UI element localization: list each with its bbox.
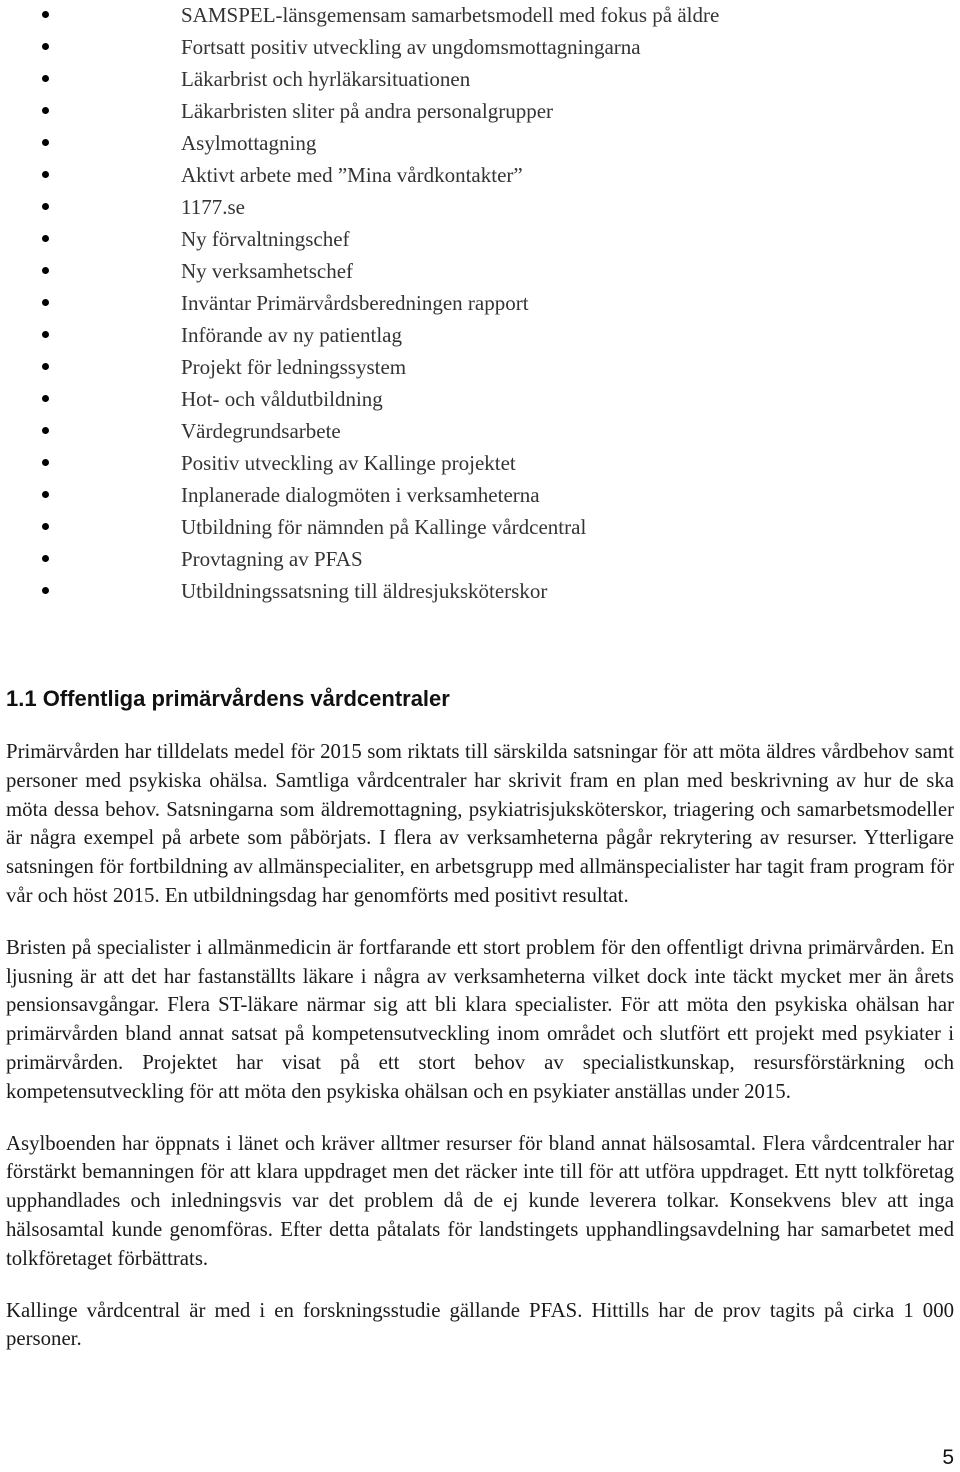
- list-item-text: Inplanerade dialogmöten i verksamheterna: [181, 483, 540, 507]
- paragraph: Asylboenden har öppnats i länet och kräver alltmer resurser för bland annat hälsosamtal. Flera vårdcentraler har förstärkt bemanningen för att klara uppdraget men det räcker inte till för att utföra uppdraget. Ett nytt tolkföretag upphandlades och inledningsvis var det problem då de ej kunde leverera tolkar. Konsekvens blev att inga hälsosamtal kunde genomföras. Efter detta påtalats för landstingets upphandlingsavdelning har samarbetet med tolkföretaget förbättrats.: [6, 1131, 954, 1270]
- list-item-text: 1177.se: [181, 195, 245, 219]
- list-item: [0, 256, 960, 288]
- list-item: [0, 512, 960, 544]
- list-item-text: Hot- och våldutbildning: [181, 387, 383, 411]
- list-item: [0, 128, 960, 160]
- bullet-icon: [42, 75, 49, 82]
- list-item: [0, 576, 960, 608]
- paragraph: Bristen på specialister i allmänmedicin är fortfarande ett stort problem för den offentligt drivna primärvården. En ljusning är att det har fastanställts läkare i några av verksamheterna vilket dock inte täckt mycket mer än årets pensionsavgångar. Flera ST-läkare närmar sig att bli klara specialister. För att möta den psykiska ohälsan har primärvården bland annat satsat på kompetensutveckling inom området och slutfört ett projekt med psykiater i primärvården. Projektet har visat på ett stort behov av specialistkunskap, resursförstärkning och kompetensutveckling för att möta den psykiska ohälsan och en psykiater anställas under 2015.: [6, 935, 954, 1103]
- bullet-icon: [42, 235, 49, 242]
- bullet-icon: [42, 11, 49, 18]
- bullet-icon: [42, 267, 49, 274]
- list-item: [0, 160, 960, 192]
- section-heading: 1.1 Offentliga primärvårdens vårdcentraler: [6, 686, 450, 711]
- paragraph: Primärvården har tilldelats medel för 2015 som riktats till särskilda satsningar för att möta äldres vårdbehov samt personer med psykiska ohälsa. Samtliga vårdcentraler har skrivit fram en plan med beskrivning av hur de ska möta dessa behov. Satsningarna som äldremottagning, psykiatrisjuksköterskor, triagering och samarbetsmodeller är några exempel på arbete som påbörjats. I flera av verksamheterna pågår rekrytering av resurser. Ytterligare satsningen för fortbildning av allmänspecialiter, en arbetsgrupp med allmänspecialister har tagit fram program för vår och höst 2015. En utbildningsdag har genomförts med positivt resultat.: [6, 740, 954, 907]
- list-item-text: Ny verksamhetschef: [181, 259, 354, 283]
- list-item: [0, 288, 960, 320]
- page-number: 5: [942, 1446, 954, 1469]
- list-item-text: Asylmottagning: [181, 131, 317, 155]
- list-item: [0, 448, 960, 480]
- list-item-text: Införande av ny patientlag: [181, 323, 402, 347]
- list-item: [0, 384, 960, 416]
- bullet-icon: [42, 555, 49, 562]
- bullet-icon: [42, 491, 49, 498]
- list-item: [0, 320, 960, 352]
- paragraph: Kallinge vårdcentral är med i en forskningsstudie gällande PFAS. Hittills har de prov tagits på cirka 1 000 personer.: [6, 1298, 954, 1351]
- list-item: [0, 64, 960, 96]
- list-item: [0, 192, 960, 224]
- list-item: [0, 0, 960, 32]
- list-item-text: Provtagning av PFAS: [181, 547, 363, 571]
- bullet-icon: [42, 523, 49, 530]
- bullet-icon: [42, 587, 49, 594]
- bullet-icon: [42, 203, 49, 210]
- bullet-icon: [42, 299, 49, 306]
- list-item: [0, 544, 960, 576]
- bullet-list: [0, 0, 960, 608]
- list-item-text: Läkarbrist och hyrläkarsituationen: [181, 67, 471, 91]
- bullet-icon: [42, 395, 49, 402]
- list-item-text: Aktivt arbete med ”Mina vårdkontakter”: [181, 163, 523, 187]
- list-item-text: Utbildningssatsning till äldresjuksköterskor: [181, 579, 548, 603]
- list-item-text: Positiv utveckling av Kallinge projektet: [181, 451, 516, 475]
- bullet-icon: [42, 331, 49, 338]
- list-item: [0, 416, 960, 448]
- bullet-icon: [42, 139, 49, 146]
- list-item-text: Läkarbristen sliter på andra personalgrupper: [181, 99, 554, 123]
- bullet-icon: [42, 43, 49, 50]
- list-item: [0, 352, 960, 384]
- list-item: [0, 32, 960, 64]
- bullet-icon: [42, 363, 49, 370]
- list-item-text: Projekt för ledningssystem: [181, 355, 407, 379]
- list-item-text: Ny förvaltningschef: [181, 227, 350, 251]
- bullet-icon: [42, 459, 49, 466]
- list-item: [0, 96, 960, 128]
- list-item-text: SAMSPEL-länsgemensam samarbetsmodell med fokus på äldre: [181, 3, 720, 27]
- section-body: [6, 738, 954, 1377]
- bullet-icon: [42, 171, 49, 178]
- list-item: [0, 224, 960, 256]
- list-item: [0, 480, 960, 512]
- bullet-icon: [42, 427, 49, 434]
- list-item-text: Värdegrundsarbete: [181, 419, 341, 443]
- list-item-text: Utbildning för nämnden på Kallinge vårdcentral: [181, 515, 587, 539]
- list-item-text: Fortsatt positiv utveckling av ungdomsmottagningarna: [181, 35, 641, 59]
- list-item-text: Inväntar Primärvårdsberedningen rapport: [181, 291, 529, 315]
- bullet-icon: [42, 107, 49, 114]
